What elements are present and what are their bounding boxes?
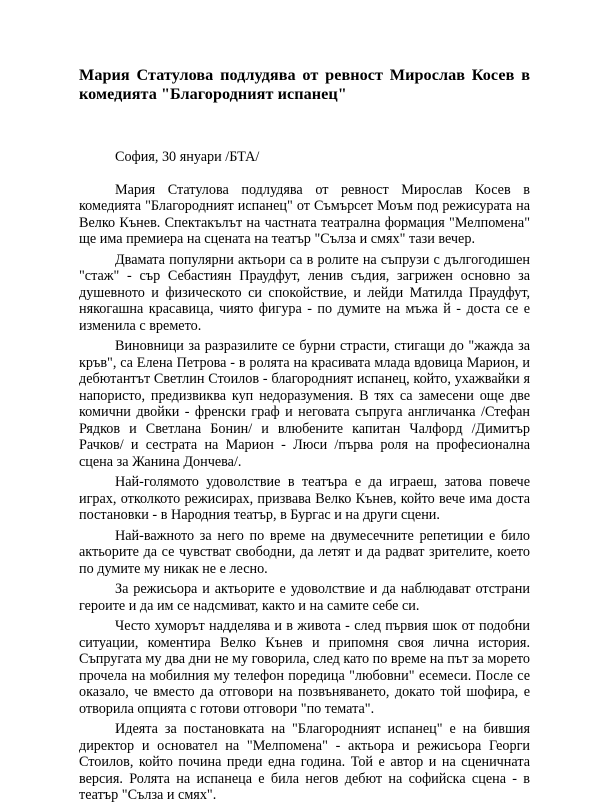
paragraph: За режисьора и актьорите е удоволствие и да наблюдават отстрани героите и да им се надсмиват, както и на самите себе си. xyxy=(79,581,530,614)
paragraph: Често хуморът надделява и в живота - след първия шок от подобни ситуации, коментира Велко Кънев и припомня своя лична история. Съпругата му два дни не му говорила, след като по време на път за морето прочела на мобилния му телефон поредица "любовни" есемеси. После се оказало, че вместо да отговори на позвъняването, докато той шофира, е отворила опцията с готови отговори "по темата". xyxy=(79,618,530,717)
paragraph: Двамата популярни актьори са в ролите на съпрузи с дългогодишен "стаж" - сър Себастиян Праудфут, ленив съдия, загрижен основно за душевното и физическото си спокойствие, и лейди Матилда Праудфут, някогашна красавица, чиято фигура - по думите на мъжа й - доста се е изменила с времето. xyxy=(79,251,530,334)
article-title: Мария Статулова подлудява от ревност Мирослав Косев в комедията "Благородният испанец" xyxy=(79,66,530,103)
paragraph: Най-важното за него по време на двумесечните репетиции е било актьорите да се чувстват свободни, да летят и да радват зрителите, което по думите му никак не е лесно. xyxy=(79,527,530,577)
paragraph: Най-голямото удоволствие в театъра е да играеш, затова повече играх, отколкото режисирах, призвава Велко Кънев, който вече има доста постановки - в Народния театър, в Бургас и на други сцени. xyxy=(79,474,530,523)
paragraph: Виновници за разразилите се бурни страсти, стигащи до "жажда за кръв", са Елена Петрова - в ролята на красивата млада вдовица Марион, и дебютантът Светлин Стоилов - благородният испанец, който, ухажвайки я напористо, предизвиква куп недоразумения. В тях са замесени още две комични двойки - френски граф и неговата съпруга англичанка /Стефан Рядков и Светлана Бонин/ и влюбените капитан Чалфорд /Димитър Рачков/ и сестрата на Марион - Люси /първа роля на професионална сцена за Жанина Дончева/. xyxy=(79,338,530,470)
article-body xyxy=(79,182,530,804)
article-dateline: София, 30 януари /БТА/ xyxy=(115,149,260,165)
paragraph: Мария Статулова подлудява от ревност Мирослав Косев в комедията "Благородният испанец" от Съмърсет Моъм под режисурата на Велко Кънев. Спектакълът на частната театрална формация "Мелпомена" ще има премиера на сцената на театър "Сълза и смях" тази вечер. xyxy=(79,181,530,247)
paragraph: Идеята за постановката на "Благородният испанец" е на бившия директор и основател на "Мелпомена" - актьора и режисьора Георги Стоилов, който почина преди една година. Той е автор и на сценичната версия. Ролята на испанеца е била негов дебют на софийска сцена - в театър "Сълза и смях". xyxy=(79,721,530,803)
